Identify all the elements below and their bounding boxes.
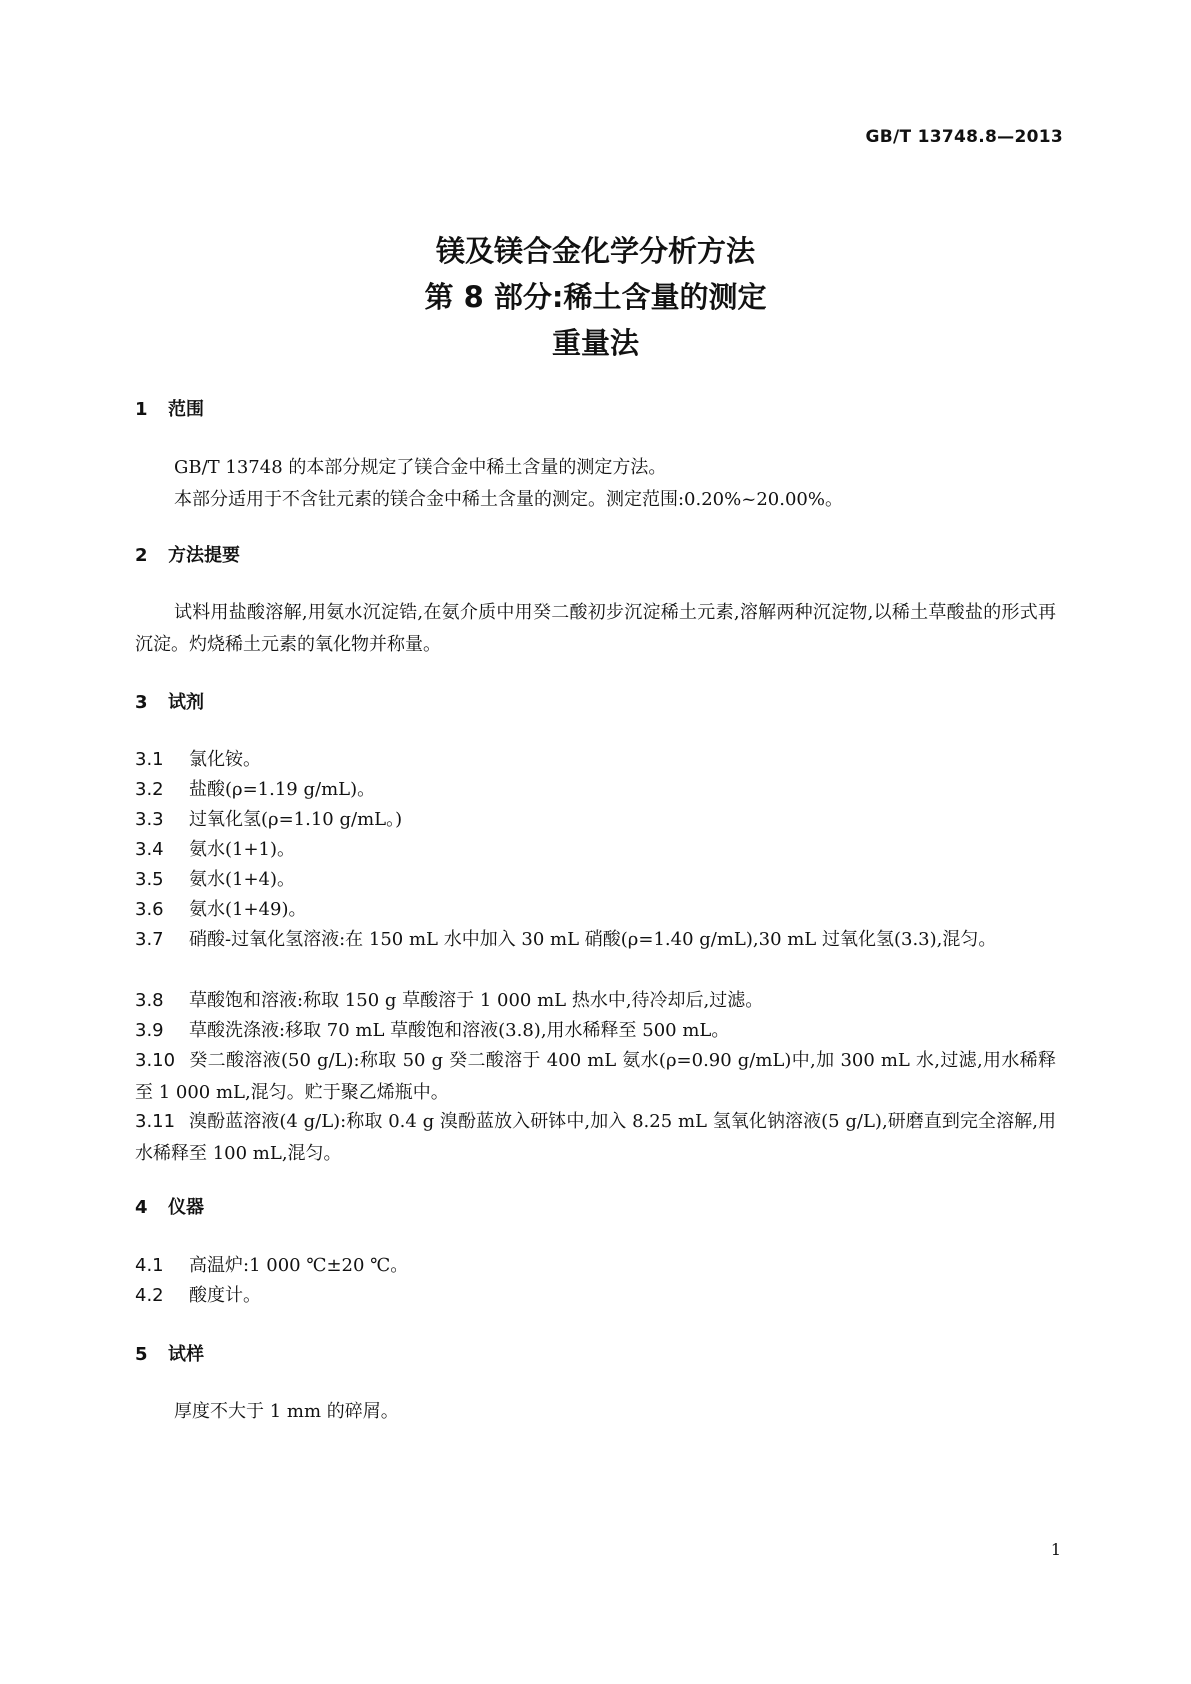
reagent-item — [135, 1106, 1056, 1170]
section-heading-apparatus — [135, 1193, 204, 1219]
reagent-item — [135, 1045, 1056, 1109]
reagent-item — [135, 864, 1056, 896]
item-number: 3.6 — [135, 899, 164, 920]
section-heading-reagents — [135, 688, 204, 714]
item-number: 3.10 — [135, 1050, 176, 1071]
reagent-item — [135, 774, 1056, 806]
reagent-item — [135, 804, 1056, 836]
document-title — [0, 228, 1191, 366]
reagent-item — [135, 1015, 1056, 1047]
item-number: 3.7 — [135, 929, 164, 950]
item-text: 溴酚蓝溶液(4 g/L):称取 0.4 g 溴酚蓝放入研钵中,加入 8.25 mL 氢氧化钠溶液(5 g/L),研磨直到完全溶解,用水稀释至 100 mL,混匀。 — [135, 1111, 1056, 1164]
apparatus-item — [135, 1280, 1056, 1312]
section-number: 3 — [135, 692, 148, 713]
title-line-3: 重量法 — [551, 326, 639, 360]
item-number: 3.4 — [135, 839, 164, 860]
reagent-item — [135, 924, 1056, 956]
apparatus-item — [135, 1250, 1056, 1282]
item-number: 3.1 — [135, 749, 164, 770]
paragraph: 试料用盐酸溶解,用氨水沉淀锆,在氨介质中用癸二酸初步沉淀稀土元素,溶解两种沉淀物,以稀土草酸盐的形式再沉淀。灼烧稀土元素的氧化物并称量。 — [135, 602, 1056, 655]
item-text: 盐酸(ρ=1.19 g/mL)。 — [189, 779, 376, 800]
section-number: 4 — [135, 1197, 148, 1218]
item-number: 3.11 — [135, 1111, 176, 1132]
section-number: 2 — [135, 545, 148, 566]
item-text: 氨水(1+4)。 — [189, 869, 296, 890]
item-number: 3.2 — [135, 779, 164, 800]
item-text: 氨水(1+1)。 — [189, 839, 296, 860]
item-text: 氯化铵。 — [189, 749, 261, 770]
section-title: 试剂 — [168, 692, 204, 713]
section-title: 试样 — [168, 1344, 204, 1365]
item-text: 硝酸-过氧化氢溶液:在 150 mL 水中加入 30 mL 硝酸(ρ=1.40 g/mL),30 mL 过氧化氢(3.3),混匀。 — [189, 929, 997, 950]
item-text: 酸度计。 — [189, 1285, 261, 1306]
section-number: 1 — [135, 399, 148, 420]
section-title: 仪器 — [168, 1197, 204, 1218]
standard-number: GB/T 13748.8—2013 — [865, 127, 1063, 147]
section-title: 方法提要 — [168, 545, 240, 566]
item-number: 4.1 — [135, 1255, 164, 1276]
item-text: 过氧化氢(ρ=1.10 g/mL。) — [189, 809, 403, 830]
title-line-2: 第 8 部分:稀土含量的测定 — [424, 280, 767, 314]
item-number: 4.2 — [135, 1285, 164, 1306]
item-text: 氨水(1+49)。 — [189, 899, 307, 920]
page-number: 1 — [1050, 1540, 1061, 1559]
section-heading-scope — [135, 395, 204, 421]
reagent-item — [135, 744, 1056, 776]
item-text: 高温炉:1 000 ℃±20 ℃。 — [189, 1255, 409, 1276]
title-line-1: 镁及镁合金化学分析方法 — [435, 234, 755, 268]
item-number: 3.3 — [135, 809, 164, 830]
item-text: 癸二酸溶液(50 g/L):称取 50 g 癸二酸溶于 400 mL 氨水(ρ=0.90 g/mL)中,加 300 mL 水,过滤,用水稀释至 1 000 mL,混匀。贮于聚乙烯瓶中。 — [135, 1050, 1056, 1103]
paragraph: 厚度不大于 1 mm 的碎屑。 — [174, 1401, 399, 1422]
section-heading-method-summary — [135, 541, 240, 567]
paragraph: 本部分适用于不含钍元素的镁合金中稀土含量的测定。测定范围:0.20%~20.00%。 — [174, 489, 843, 510]
reagent-item — [135, 834, 1056, 866]
item-number: 3.8 — [135, 990, 164, 1011]
item-text: 草酸饱和溶液:称取 150 g 草酸溶于 1 000 mL 热水中,待冷却后,过滤。 — [189, 990, 764, 1011]
item-text: 草酸洗涤液:移取 70 mL 草酸饱和溶液(3.8),用水稀释至 500 mL。 — [189, 1020, 730, 1041]
reagent-item — [135, 985, 1056, 1017]
item-number: 3.9 — [135, 1020, 164, 1041]
item-number: 3.5 — [135, 869, 164, 890]
section-number: 5 — [135, 1344, 148, 1365]
paragraph: GB/T 13748 的本部分规定了镁合金中稀土含量的测定方法。 — [174, 457, 667, 478]
reagent-item — [135, 894, 1056, 926]
section-title: 范围 — [168, 399, 204, 420]
section-heading-sample — [135, 1340, 204, 1366]
